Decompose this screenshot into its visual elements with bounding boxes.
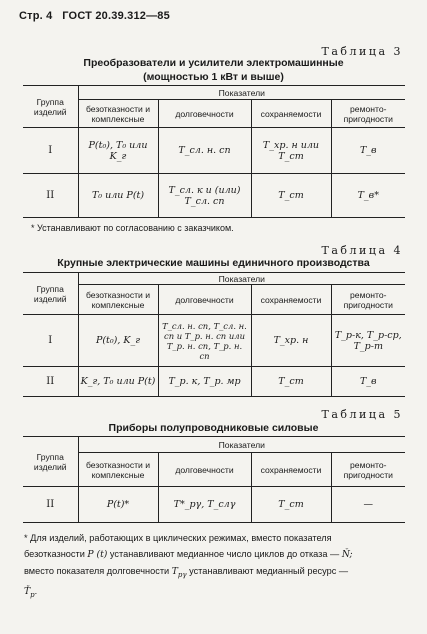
col-repairability-header: ремонто-пригодности xyxy=(331,453,405,487)
repairability-cell: T_в xyxy=(331,367,405,397)
col-durability-header: долговечности xyxy=(158,453,251,487)
indicators-header: Показатели xyxy=(78,86,405,100)
reliability-cell: K_г, T₀ или P(t) xyxy=(78,367,158,397)
col-storability-header: сохраняемости xyxy=(251,453,331,487)
table-row xyxy=(23,487,405,523)
col-group-header: Группа изделий xyxy=(23,86,78,128)
reliability-cell: P(t₀), T₀ или K_г xyxy=(78,128,158,174)
footnote xyxy=(24,530,406,603)
col-durability-header: долговечности xyxy=(158,100,251,128)
footnote-line2: безотказности P (t) устанавливают медианное число циклов до отказа — Ň; xyxy=(24,549,353,560)
durability-cell: T_сл. н. сп xyxy=(158,128,251,174)
col-group-header: Группа изделий xyxy=(23,437,78,487)
pt-symbol: P (t) xyxy=(87,549,108,560)
table4 xyxy=(23,272,405,397)
reliability-cell: P(t₀), K_г xyxy=(78,315,158,367)
table-row xyxy=(23,174,405,218)
footnote-line3: вместо показателя долговечности $T_{р\gamma}$ устанавливают медианный ресурс — xyxy=(24,566,349,579)
repairability-cell: — xyxy=(331,487,405,523)
col-storability-header: сохраняемости xyxy=(251,100,331,128)
repairability-cell: T_в xyxy=(331,128,405,174)
indicators-header: Показатели xyxy=(78,437,405,453)
table3 xyxy=(23,85,405,218)
table3-note: * Устанавливают по согласованию с заказчиком. xyxy=(31,223,234,233)
durability-cell: T_р. к, T_р. мр xyxy=(158,367,251,397)
table3-title xyxy=(30,56,397,84)
group-cell: II xyxy=(23,174,78,218)
table-row xyxy=(23,315,405,367)
table4-title: Крупные электрические машины единичного производства xyxy=(57,257,370,269)
col-repairability-header: ремонто-пригодности xyxy=(331,100,405,128)
col-reliability-header: безотказности и комплексные xyxy=(78,453,158,487)
page-header xyxy=(19,10,170,22)
group-cell: I xyxy=(23,315,78,367)
reliability-cell: T₀ или P(t) xyxy=(78,174,158,218)
storability-cell: T_ст xyxy=(251,367,331,397)
group-cell: II xyxy=(23,367,78,397)
storability-cell: T_хр. н или T_ст xyxy=(251,128,331,174)
table3-label: Таблица 3 xyxy=(321,45,403,58)
storability-cell: T_ст xyxy=(251,487,331,523)
table5 xyxy=(23,436,405,523)
group-cell: II xyxy=(23,487,78,523)
footnote-line1: * Для изделий, работающих в циклических режимах, вместо показателя xyxy=(24,533,332,543)
col-repairability-header: ремонто-пригодности xyxy=(331,285,405,315)
indicators-header: Показатели xyxy=(78,273,405,285)
storability-cell: T_хр. н xyxy=(251,315,331,367)
gost-code: ГОСТ 20.39.312—85 xyxy=(62,10,170,22)
table4-label: Таблица 4 xyxy=(321,244,403,257)
footnote-line4: $Ť_р$. xyxy=(24,585,38,599)
group-cell: I xyxy=(23,128,78,174)
reliability-cell: P(t)* xyxy=(78,487,158,523)
table5-title: Приборы полупроводниковые силовые xyxy=(108,422,319,434)
table-row xyxy=(23,367,405,397)
col-reliability-header: безотказности и комплексные xyxy=(78,100,158,128)
storability-cell: T_ст xyxy=(251,174,331,218)
tp-symbol: $T_{р\gamma}$ xyxy=(171,566,187,579)
repairability-cell: T_в* xyxy=(331,174,405,218)
table-row xyxy=(23,128,405,174)
table3-title-line2: (мощностью 1 кВт и выше) xyxy=(143,71,284,83)
durability-cell: T_сл. н. сп, T_сл. н. сп и T_р. н. сп или T_р. н. сп, T_р. н. сп xyxy=(158,315,251,367)
col-reliability-header: безотказности и комплексные xyxy=(78,285,158,315)
n-symbol: Ň; xyxy=(341,549,353,560)
col-storability-header: сохраняемости xyxy=(251,285,331,315)
col-group-header: Группа изделий xyxy=(23,273,78,315)
table3-title-line1: Преобразователи и усилители электромашинные xyxy=(83,57,344,69)
repairability-cell: T_р-к, T_р-ср, T_р-т xyxy=(331,315,405,367)
tp-median-symbol: $Ť_р$ xyxy=(24,585,35,599)
durability-cell: T*_рγ, T_слγ xyxy=(158,487,251,523)
page-number: Стр. 4 xyxy=(19,10,53,22)
durability-cell: T_сл. к и (или) T_сл. сп xyxy=(158,174,251,218)
col-durability-header: долговечности xyxy=(158,285,251,315)
table5-label: Таблица 5 xyxy=(321,408,403,421)
